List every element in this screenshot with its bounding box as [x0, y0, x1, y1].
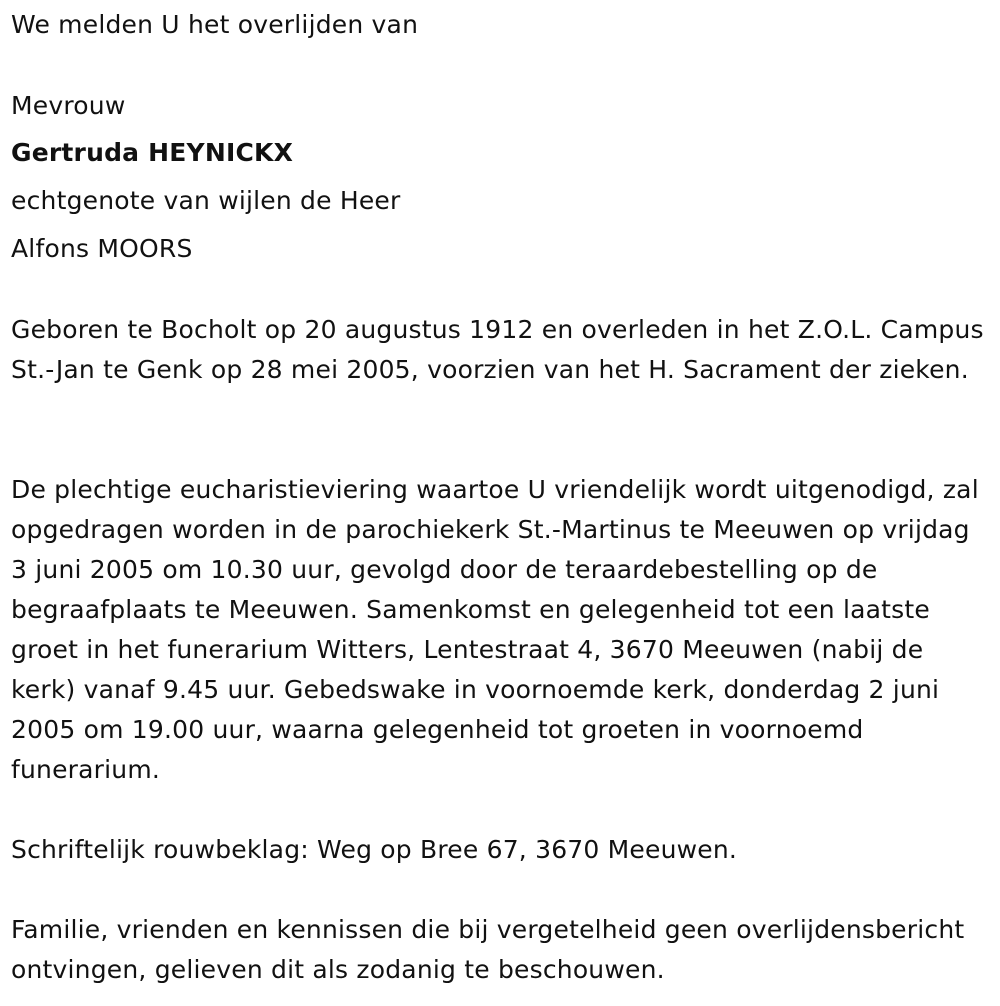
intro-text: We melden U het overlijden van: [11, 10, 419, 39]
salutation: Mevrouw: [11, 91, 126, 120]
deceased-name: Gertruda HEYNICKX: [11, 138, 294, 167]
spouse-name: Alfons MOORS: [11, 234, 193, 263]
ceremony-paragraph: De plechtige eucharistieviering waartoe U vriendelijk wordt uitgenodigd, zal opgedragen worden in de parochiekerk St.-Martinus te Meeuwen op vrijdag 3 juni 2005 om 10.30 uur, gevolgd door de teraardebestelling op de begraafplaats te Meeuwen. Samenkomst en gelegenheid tot een laatste groet in het funerarium Witters, Lentestraat 4, 3670 Meeuwen (nabij de kerk) vanaf 9.45 uur. Gebedswake in voornoemde kerk, donderdag 2 juni 2005 om 19.00 uur, waarna gelegenheid tot groeten in voornoemd funerarium.: [11, 475, 979, 784]
closing-paragraph: Familie, vrienden en kennissen die bij vergetelheid geen overlijdensbericht ontvingen, gelieven dit als zodanig te beschouwen.: [11, 915, 965, 984]
birth-death-paragraph: Geboren te Bocholt op 20 augustus 1912 en overleden in het Z.O.L. Campus St.-Jan te Genk op 28 mei 2005, voorzien van het H. Sacrament der zieken.: [11, 315, 984, 384]
condolences-address: Schriftelijk rouwbeklag: Weg op Bree 67, 3670 Meeuwen.: [11, 835, 738, 864]
relation-text: echtgenote van wijlen de Heer: [11, 186, 401, 215]
